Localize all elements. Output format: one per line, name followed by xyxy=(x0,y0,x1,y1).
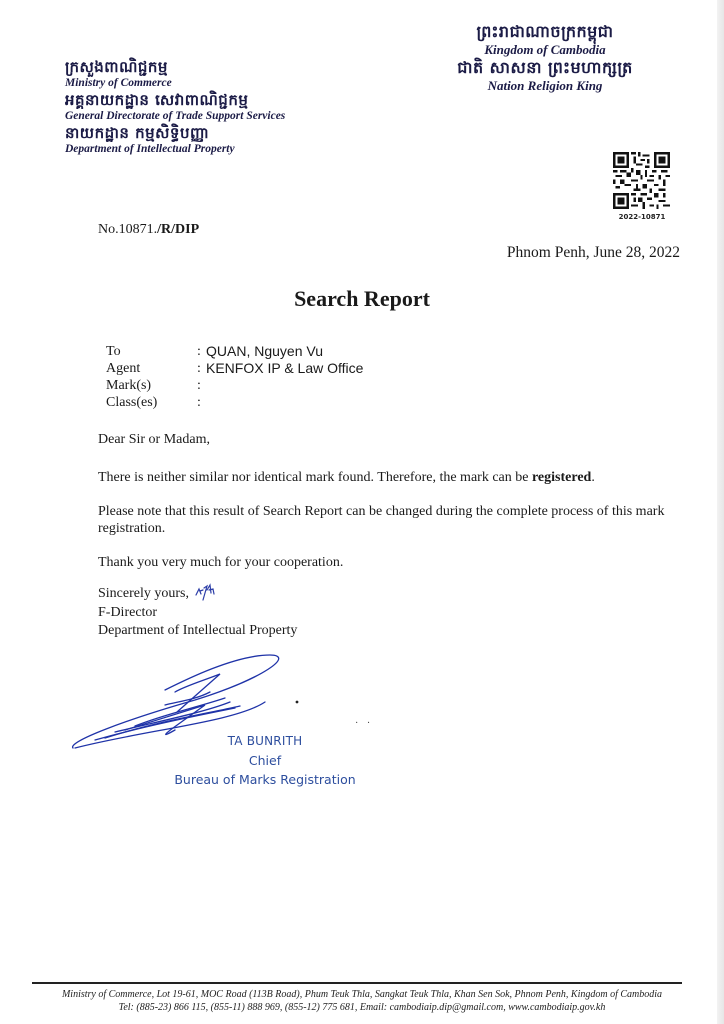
date-line: Phnom Penh, June 28, 2022 xyxy=(506,244,680,261)
ministry-english: Ministry of Commerce xyxy=(65,77,172,89)
scan-edge-shadow xyxy=(717,0,724,1024)
motto-english: Nation Religion King xyxy=(487,78,603,93)
addressee-row-marks xyxy=(106,377,363,394)
footer xyxy=(20,988,704,1014)
directorate-english: General Directorate of Trade Support Services xyxy=(65,110,286,122)
reference-number xyxy=(98,222,199,238)
closing-text: Sincerely yours, xyxy=(98,586,189,601)
colon-separator: : xyxy=(197,361,201,376)
colon-separator: : xyxy=(197,344,201,359)
initials-mark-icon xyxy=(194,581,216,603)
note-paragraph: Please note that this result of Search Report can be changed during the complete process of this mark registration. xyxy=(98,504,665,536)
colon-separator: : xyxy=(197,378,201,393)
addressee-row-classes xyxy=(106,394,363,411)
addressee-value: KENFOX IP & Law Office xyxy=(206,360,364,376)
addressee-label: Mark(s) xyxy=(106,378,152,393)
addressee-label: Class(es) xyxy=(106,395,158,410)
stamp-residue: · · xyxy=(355,718,374,729)
search-result-paragraph xyxy=(98,469,688,486)
result-text: There is neither similar nor identical mark found. Therefore, the mark can be xyxy=(98,470,532,485)
kingdom-header xyxy=(410,22,680,94)
kingdom-khmer: ព្រះរាជាណាចក្រកម្ពុជា xyxy=(476,22,614,41)
closing-line xyxy=(98,581,688,603)
signatory-stamp xyxy=(140,732,390,789)
signer-department: Department of Intellectual Property xyxy=(98,623,298,638)
addressee-label: Agent xyxy=(106,361,141,376)
signatory-name: TA BUNRITH xyxy=(227,734,303,748)
issuer-header xyxy=(65,58,365,157)
result-status: registered xyxy=(531,470,592,485)
colon-separator: : xyxy=(197,395,201,410)
addressee-row-agent xyxy=(106,360,363,377)
footer-address: Ministry of Commerce, Lot 19-61, MOC Road (113B Road), Phum Teuk Thla, Sangkat Teuk Thla, Khan Sen Sok, Phnom Penh, Kingdom of Cambodia xyxy=(61,989,663,1000)
department-khmer: នាយកដ្ឋាន កម្មសិទ្ធិបញ្ញា xyxy=(65,124,210,142)
directorate-khmer: អគ្គនាយកដ្ឋាន សេវាពាណិជ្ជកម្ម xyxy=(65,91,249,109)
reference-prefix: No.10871. xyxy=(98,222,158,237)
motto-khmer: ជាតិ សាសនា ព្រះមហាក្សត្រ xyxy=(457,58,633,77)
qr-code-label: 2022-10871 xyxy=(618,213,666,221)
addressee-value: QUAN, Nguyen Vu xyxy=(206,343,323,359)
kingdom-english: Kingdom of Cambodia xyxy=(484,42,606,57)
signatory-bureau: Bureau of Marks Registration xyxy=(174,772,356,787)
result-end: . xyxy=(591,470,595,485)
qr-code-icon xyxy=(613,152,670,209)
document-title: Search Report xyxy=(294,286,430,311)
greeting: Dear Sir or Madam, xyxy=(98,432,210,447)
ministry-khmer: ក្រសួងពាណិជ្ជកម្ម xyxy=(65,58,168,76)
thanks-line: Thank you very much for your cooperation. xyxy=(98,555,344,570)
addressee-row-to xyxy=(106,343,363,360)
addressee-label: To xyxy=(106,344,121,359)
signer-title: F-Director xyxy=(98,605,158,620)
signatory-position: Chief xyxy=(248,753,282,768)
footer-divider xyxy=(32,982,682,984)
addressee-block xyxy=(106,343,363,411)
department-english: Department of Intellectual Property xyxy=(65,143,235,155)
footer-contact: Tel: (885-23) 866 115, (855-11) 888 969, (855-12) 775 681, Email: cambodiaip.dip@gmail.com, www.cambodiaip.gov.kh xyxy=(118,1002,606,1013)
reference-suffix: /R/DIP xyxy=(157,222,200,237)
